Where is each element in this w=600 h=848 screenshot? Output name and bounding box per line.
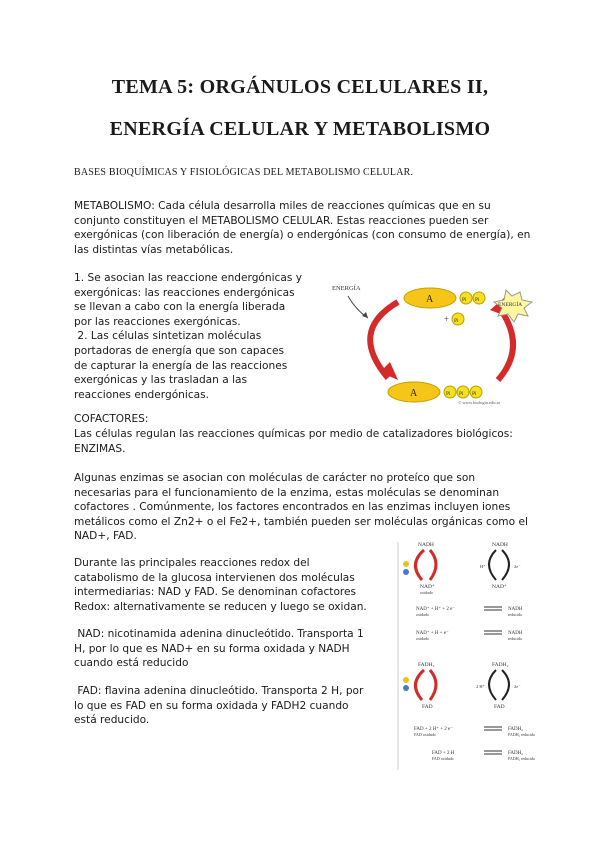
phosphate-label: Pi bbox=[472, 391, 477, 397]
proton-icon bbox=[403, 561, 409, 567]
nad-line: cuando está reducido bbox=[74, 657, 189, 670]
cofactores-text-2: Algunas enzimas se asocian con moléculas de carácter no proteíco que son necesarias para el funcionamiento de la enzima, estas moléculas se denominan cofactores . Comúnmente, los factores encontrados en las enzimas incluyen iones metálicos como el Zn2+ o el Fe2+, también pueden ser moléculas orgánicas como el NAD+, FAD. bbox=[74, 472, 528, 543]
electron-icon bbox=[403, 569, 409, 575]
eq3-fad-oxidado: FAD oxidado bbox=[414, 732, 436, 737]
eq2-reducido: reducido bbox=[508, 636, 522, 641]
point-2-line: portadoras de energía que son capaces bbox=[74, 344, 285, 357]
point-2-line: 2. Las células sintetizan moléculas bbox=[74, 330, 262, 343]
nad-line: H, por lo que es NAD+ en su forma oxidada y NADH bbox=[74, 642, 350, 655]
energia-out-label: ENERGÍA bbox=[498, 302, 523, 308]
point-1-line: se llevan a cabo con la energía liberada bbox=[74, 301, 286, 314]
eq2-oxidado: oxidado bbox=[416, 636, 429, 641]
redox-line: intermediarias: NAD y FAD. Se denominan cofactores bbox=[74, 586, 357, 599]
eq1-oxidado: oxidado bbox=[416, 612, 429, 617]
page-title-line1: TEMA 5: ORGÁNULOS CELULARES II, bbox=[111, 76, 489, 98]
points-block bbox=[74, 271, 334, 402]
redox-line: catabolismo de la glucosa intervienen dos moléculas bbox=[74, 571, 355, 584]
redox-cofactor-diagram bbox=[396, 538, 546, 772]
fad-label-right: FAD bbox=[494, 704, 505, 710]
fad-label: FAD bbox=[422, 704, 433, 710]
point-1-line: por las reacciones exergónicas. bbox=[74, 315, 241, 328]
diagram-credit: © www.biologia.edu.ar bbox=[458, 400, 501, 405]
nadh-label-right: NADH bbox=[492, 542, 508, 548]
nad-plus-label: NAD⁺ bbox=[420, 584, 435, 590]
page-title-line2: ENERGÍA CELULAR Y METABOLISMO bbox=[109, 118, 491, 140]
cofactores-text-1: Las células regulan las reacciones químicas por medio de catalizadores biológicos: ENZIMAS. bbox=[74, 428, 513, 455]
eq2-right: NADH bbox=[508, 631, 523, 636]
atp-cycle-diagram bbox=[328, 276, 533, 408]
fad-cycle-black-right bbox=[502, 670, 509, 700]
eq1-reducido: reducido bbox=[508, 612, 522, 617]
fad-reduction-arrow-right bbox=[430, 670, 436, 700]
fad-paragraph bbox=[74, 684, 394, 728]
fad-line: FAD: flavina adenina dinucleótido. Transporta 2 H, por bbox=[74, 685, 364, 697]
cycle-arrowhead-left bbox=[380, 362, 398, 380]
redox-line: Durante las principales reacciones redox del bbox=[74, 557, 310, 569]
electron-icon bbox=[403, 685, 409, 691]
point-1-line: 1. Se asocian las reaccione endergónicas y bbox=[74, 272, 303, 284]
section-subtitle: BASES BIOQUÍMICAS Y FISIOLÓGICAS DEL METABOLISMO CELULAR. bbox=[74, 167, 414, 178]
nadh-label: NADH bbox=[418, 542, 434, 548]
eq4-right: FADH₂ bbox=[508, 751, 523, 756]
point-1-line: exergónicas: las reacciones endergónicas bbox=[74, 286, 295, 299]
fad-cycle-black bbox=[489, 670, 496, 700]
energia-in-arrowhead bbox=[362, 312, 368, 318]
nad-cycle-black bbox=[489, 550, 496, 580]
energia-in-label: ENERGÍA bbox=[332, 285, 361, 292]
adp-a-label: A bbox=[426, 294, 434, 305]
proton-icon bbox=[403, 677, 409, 683]
fadh2-label: FADH₂ bbox=[418, 662, 435, 668]
phosphate-label: Pi bbox=[475, 297, 480, 303]
eq4-fad-oxidado: FAD oxidado bbox=[432, 756, 454, 761]
fad-line: lo que es FAD en su forma oxidada y FADH2 cuando bbox=[74, 699, 349, 712]
metabolismo-paragraph: METABOLISMO: Cada célula desarrolla miles de reacciones químicas que en su conjunto constituyen el METABOLISMO CELULAR. Estas reacciones pueden ser exergónicas (con liberación de energía) o endergónicas (con consumo de energía), en las distintas vías metabólicas. bbox=[74, 200, 531, 256]
phosphate-label: Pi bbox=[459, 391, 464, 397]
redox-paragraph bbox=[74, 556, 394, 614]
cycle-arrow-left bbox=[370, 302, 398, 378]
redox-line: Redox: alternativamente se reducen y luego se oxidan. bbox=[74, 600, 367, 613]
nad-reduction-arrow bbox=[415, 550, 424, 580]
eq3-right: FADH₂ bbox=[508, 727, 523, 732]
fadh2-label-right: FADH₂ bbox=[492, 662, 509, 668]
nad-line: NAD: nicotinamida adenina dinucleótido. Transporta 1 bbox=[74, 628, 364, 640]
phosphate-label: Pi bbox=[446, 391, 451, 397]
oxidado-label: oxidado bbox=[420, 590, 433, 595]
nad-cycle-black-right bbox=[502, 550, 509, 580]
point-2-line: de capturar la energía de las reacciones bbox=[74, 359, 288, 372]
atp-a-label: A bbox=[410, 388, 418, 399]
cofactores-heading: COFACTORES: bbox=[74, 413, 149, 425]
eq2-left: NAD⁺ + H + e⁻ bbox=[416, 631, 449, 636]
eq3-left: FAD + 2 H⁺ + 2 e⁻ bbox=[414, 727, 453, 732]
eq4-fadh2-reducido: FADH₂ reducido bbox=[508, 756, 535, 761]
nad-plus-label-right: NAD⁺ bbox=[492, 584, 507, 590]
nad-reduction-arrow-right bbox=[430, 550, 436, 580]
nad-paragraph bbox=[74, 627, 394, 671]
point-2-line: exergónicas y las trasladan a las bbox=[74, 374, 248, 387]
point-2-line: reacciones endergónicas. bbox=[74, 388, 210, 401]
eq3-fadh2-reducido: FADH₂ reducido bbox=[508, 732, 535, 737]
h-plus-label: H⁺ bbox=[480, 564, 486, 569]
eq1-left: NAD⁺ + H⁺ + 2 e⁻ bbox=[416, 607, 455, 612]
phosphate-label: Pi bbox=[462, 297, 467, 303]
fad-line: está reducido. bbox=[74, 714, 150, 727]
two-h-label: 2 H⁺ bbox=[476, 684, 485, 689]
fad-reduction-arrow bbox=[415, 670, 424, 700]
e-minus-label: 2e⁻ bbox=[514, 564, 521, 569]
eq4-left: FAD + 2 H bbox=[432, 751, 455, 756]
plus-sign: + bbox=[444, 314, 450, 324]
fad-e-minus-label: 2e⁻ bbox=[514, 684, 521, 689]
free-phosphate-label: Pi bbox=[454, 318, 459, 324]
eq1-right: NADH bbox=[508, 607, 523, 612]
